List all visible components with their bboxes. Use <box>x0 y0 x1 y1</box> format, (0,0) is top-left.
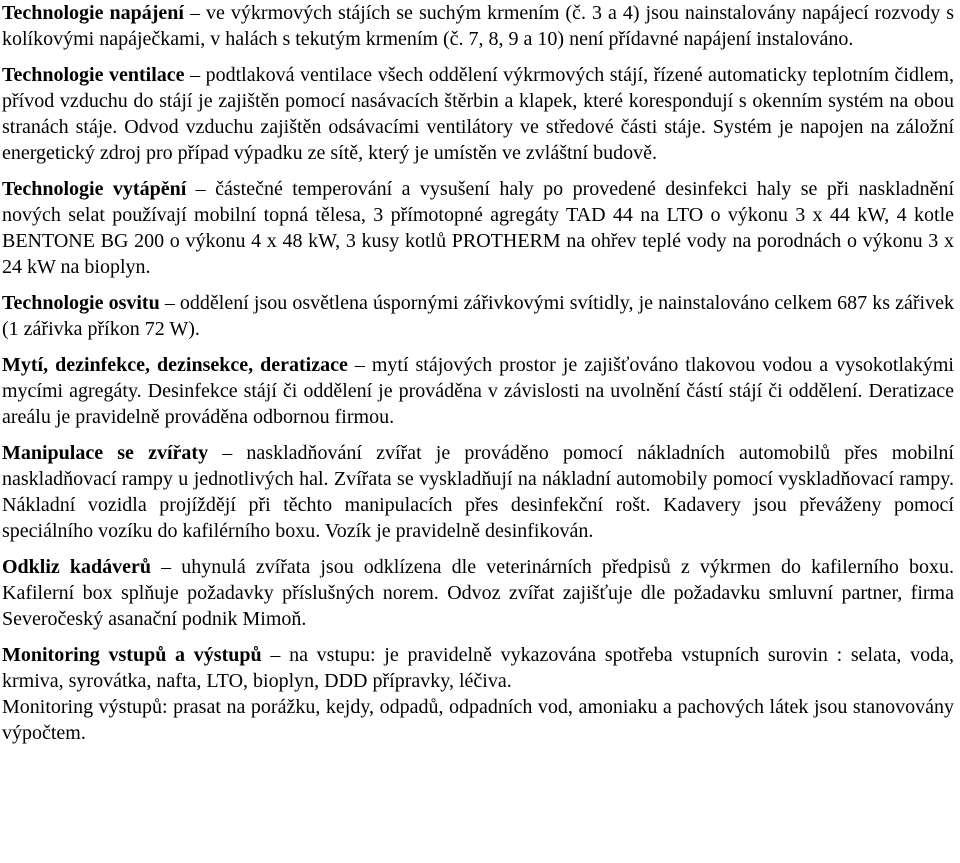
paragraph-ventilace <box>2 62 954 166</box>
heading-manipulace: Manipulace se zvířaty <box>2 442 209 464</box>
paragraph-osvitu <box>2 290 954 342</box>
text-ventilace: – podtlaková ventilace všech oddělení výkrmových stájí, řízené automaticky teplotním čidlem, přívod vzduchu do stájí je zajištěn pomocí nasávacích štěrbin a klapek, které korespondují s okenním systém na obou stranách stáje. Odvod vzduchu zajištěn odsávacími ventilátory ve středové části stáje. Systém je napojen na záložní energetický zdroj pro případ výpadku ze sítě, který je umístěn ve zvláštní budově. <box>2 64 954 164</box>
text-manipulace: – naskladňování zvířat je prováděno pomocí nákladních automobilů přes mobilní naskladňovací rampy u jednotlivých hal. Zvířata se vyskladňují na nákladní automobily pomocí vyskladňovací rampy. Nákladní vozidla projíždějí při těchto manipulacích přes desinfekční rošt. Kadavery jsou převáženy pomocí speciálního vozíku do kafilérního boxu. Vozík je pravidelně desinfikován. <box>2 442 954 542</box>
paragraph-vytapeni <box>2 176 954 280</box>
paragraph-manipulace <box>2 440 954 544</box>
text-odkliz: – uhynulá zvířata jsou odklízena dle veterinárních předpisů z výkrmen do kafilerního boxu. Kafilerní box splňuje požadavky příslušných norem. Odvoz zvířat zajišťuje dle požadavku smluvní partner, firma Severočeský asanační podnik Mimoň. <box>2 556 955 630</box>
heading-napajeni: Technologie napájení <box>2 2 184 24</box>
text-vytapeni: – částečné temperování a vysušení haly po provedené desinfekci haly se při naskladnění nových selat používají mobilní topná tělesa, 3 přímotopné agregáty TAD 44 na LTO o výkonu 3 x 44 kW, 4 kotle BENTONE BG 200 o výkonu 4 x 48 kW, 3 kusy kotlů PROTHERM na ohřev teplé vody na porodnách o výkonu 3 x 24 kW na bioplyn. <box>2 178 955 278</box>
paragraph-monitoring-vystupu: Monitoring výstupů: prasat na porážku, kejdy, odpadů, odpadních vod, amoniaku a pachových látek jsou stanovovány výpočtem. <box>2 696 954 744</box>
heading-odkliz: Odkliz kadáverů <box>2 556 152 578</box>
heading-ventilace: Technologie ventilace <box>2 64 185 86</box>
paragraph-odkliz <box>2 554 954 632</box>
paragraph-napajeni <box>2 0 954 52</box>
heading-vytapeni: Technologie vytápění <box>2 178 187 200</box>
heading-monitoring: Monitoring vstupů a výstupů <box>2 644 262 666</box>
text-monitoring: – na vstupu: je pravidelně vykazována spotřeba vstupních surovin : selata, voda, krmiva, syrovátka, nafta, LTO, bioplyn, DDD přípravky, léčiva. <box>2 644 955 692</box>
heading-osvitu: Technologie osvitu <box>2 292 160 314</box>
text-myti: – mytí stájových prostor je zajišťováno tlakovou vodou a vysokotlakými mycími agregáty. Desinfekce stájí či oddělení je prováděna v závislosti na uvolnění částí stájí či oddělení. Deratizace areálu je pravidelně prováděna odbornou firmou. <box>2 354 954 428</box>
heading-myti: Mytí, dezinfekce, dezinsekce, deratizace <box>2 354 348 376</box>
paragraph-myti <box>2 352 954 430</box>
text-osvitu: – oddělení jsou osvětlena úspornými zářivkovými svítidly, je nainstalováno celkem 687 ks zářivek (1 zářivka příkon 72 W). <box>2 292 954 340</box>
paragraph-monitoring <box>2 642 954 694</box>
text-napajeni: – ve výkrmových stájích se suchým krmením (č. 3 a 4) jsou nainstalovány napájecí rozvody s kolíkovými napáječkami, v halách s tekutým krmením (č. 7, 8, 9 a 10) není přídavné napájení instalováno. <box>2 2 954 50</box>
